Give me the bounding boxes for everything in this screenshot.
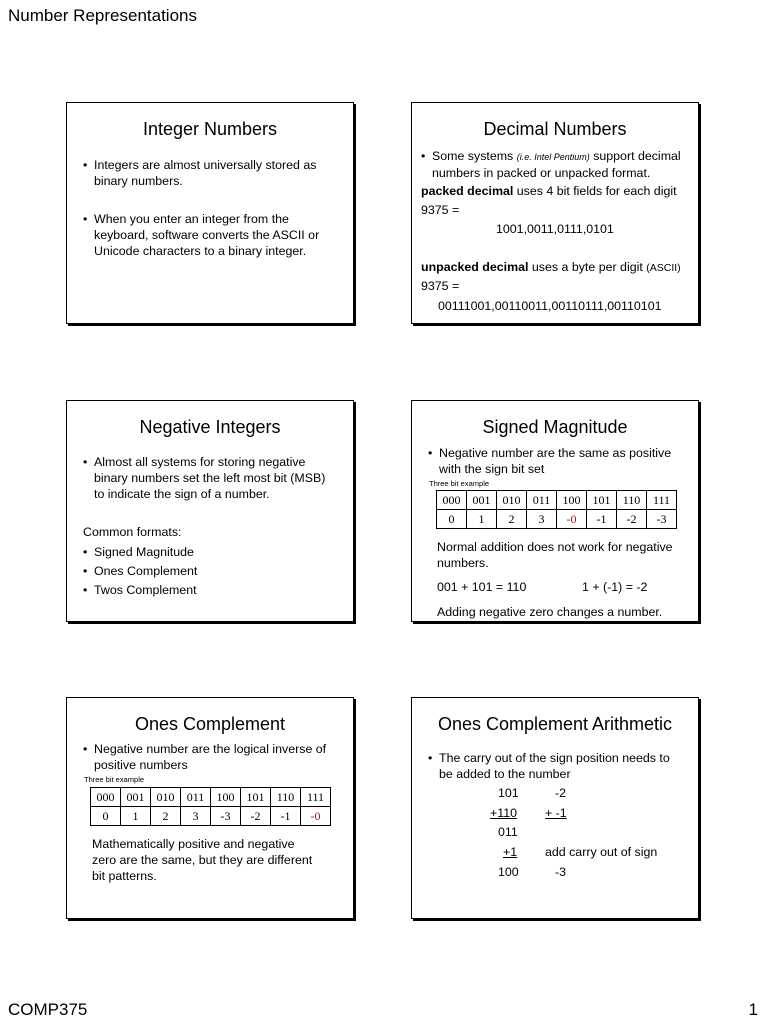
unpacked-eq: 9375 = [421, 279, 460, 293]
slide-negative-integers [66, 400, 354, 622]
bullet-item [83, 157, 316, 189]
bit-cell: 001 [467, 491, 497, 510]
slide-title: Signed Magnitude [482, 417, 628, 437]
slide-signed-magnitude [411, 400, 699, 622]
bit-cell: 010 [151, 788, 181, 807]
bullet-item [83, 454, 325, 502]
bullet-line: • The carry out of the sign position needs to [439, 751, 670, 765]
value-cell: -3 [211, 807, 241, 826]
value-cell: 1 [121, 807, 151, 826]
note [92, 836, 312, 884]
bit-cell: 101 [241, 788, 271, 807]
bullet-item [83, 741, 326, 773]
bullet-line: • Almost all systems for storing negative [94, 455, 306, 469]
text: Some systems [432, 149, 514, 163]
value-cell: -1 [271, 807, 301, 826]
note-line: bit patterns. [92, 869, 157, 883]
bullet-line: positive numbers [94, 758, 188, 772]
bit-cell: 000 [437, 491, 467, 510]
footer-page-number: 1 [748, 1000, 758, 1019]
arith-binary: 101 [498, 786, 519, 800]
bullet-line: keyboard, software converts the ASCII or [94, 228, 320, 242]
arith-binary: 100 [498, 865, 519, 879]
note-line: Normal addition does not work for negative [437, 540, 673, 554]
italic-note: (i.e. Intel Pentium) [516, 152, 590, 162]
packed-value: 1001,0011,0111,0101 [496, 222, 614, 236]
unpacked-value: 00111001,00110011,00110111,00110101 [438, 299, 662, 313]
formats-label: Common formats: [83, 525, 182, 539]
slide-decimal-numbers [411, 102, 699, 324]
bit-cell: 010 [497, 491, 527, 510]
bullet-line: binary numbers. [94, 174, 183, 188]
bit-cell: 100 [557, 491, 587, 510]
bit-cell: 011 [527, 491, 557, 510]
note-line: numbers. [437, 556, 489, 570]
bit-cell: 110 [617, 491, 647, 510]
note-line: zero are the same, but they are different [92, 853, 313, 867]
bullet-line: • When you enter an integer from the [94, 212, 289, 226]
bit-cell: 001 [121, 788, 151, 807]
bold-term: unpacked decimal [421, 260, 529, 274]
bullet-item [83, 211, 319, 259]
bullet-line: binary numbers set the left most bit (MSB) [94, 471, 326, 485]
value-cell: 3 [527, 510, 557, 529]
document-header: Number Representations [8, 6, 197, 25]
bit-cell: 111 [301, 788, 331, 807]
paren-note: (ASCII) [646, 262, 681, 274]
table-label: Three bit example [84, 775, 145, 784]
slide-title: Negative Integers [139, 417, 281, 437]
format-item: • Twos Complement [83, 582, 197, 598]
slide-title: Ones Complement Arithmetic [437, 714, 673, 734]
value-cell: -3 [647, 510, 677, 529]
bullet-line: • Integers are almost universally stored as [94, 158, 317, 172]
table-label: Three bit example [429, 479, 490, 488]
value-cell: 3 [181, 807, 211, 826]
text: uses a byte per digit [531, 260, 643, 274]
bullet-line: numbers in packed or unpacked format. [432, 166, 651, 180]
value-cell: -2 [617, 510, 647, 529]
bit-cell: 100 [211, 788, 241, 807]
bit-pattern-row [91, 788, 331, 807]
slide-title: Ones Complement [134, 714, 286, 734]
slide-ones-complement-arithmetic [411, 697, 699, 919]
value-cell: 2 [151, 807, 181, 826]
bit-cell: 111 [647, 491, 677, 510]
packed-line [421, 183, 677, 199]
text: support decimal [593, 149, 681, 163]
arith-note: add carry out of sign [545, 845, 658, 859]
slide-ones-complement [66, 697, 354, 919]
bullet-item [421, 148, 681, 181]
bullet-line: • Negative number are the logical inverse of [94, 742, 327, 756]
value-cell-negative-zero: -0 [301, 807, 331, 826]
bold-term: packed decimal [421, 184, 514, 198]
arith-binary: +1 [503, 845, 518, 859]
bullet-line: • Negative number are the same as positive [439, 446, 672, 460]
note-line: Mathematically positive and negative [92, 837, 295, 851]
bit-cell: 110 [271, 788, 301, 807]
bit-cell: 000 [91, 788, 121, 807]
bullet-line: to indicate the sign of a number. [94, 487, 270, 501]
bit-pattern-row [437, 491, 677, 510]
arith-binary: 011 [498, 825, 518, 839]
bit-table [436, 490, 677, 529]
value-cell: 2 [497, 510, 527, 529]
format-item: • Signed Magnitude [83, 544, 194, 560]
value-cell-negative-zero: -0 [557, 510, 587, 529]
bit-cell: 011 [181, 788, 211, 807]
text: uses 4 bit fields for each digit [516, 184, 677, 198]
value-cell: 0 [437, 510, 467, 529]
unpacked-line [421, 259, 681, 276]
value-row [91, 807, 331, 826]
note: Adding negative zero changes a number. [437, 605, 663, 619]
packed-eq: 9375 = [421, 203, 460, 217]
bullet-line: Unicode characters to a binary integer. [94, 244, 307, 258]
arith-decimal: + -1 [545, 806, 567, 820]
format-item: • Ones Complement [83, 563, 197, 579]
slide-title: Integer Numbers [142, 119, 278, 139]
footer-course: COMP375 [8, 1000, 88, 1019]
value-cell: -1 [587, 510, 617, 529]
bit-cell: 101 [587, 491, 617, 510]
bullet-line: be added to the number [439, 767, 571, 781]
arith-decimal: -3 [555, 865, 567, 879]
equation-decimal: 1 + (-1) = -2 [582, 580, 648, 594]
slide-title: Decimal Numbers [483, 119, 627, 139]
arith-binary: +110 [490, 806, 517, 820]
value-row [437, 510, 677, 529]
equation-binary: 001 + 101 = 110 [437, 580, 527, 594]
arith-decimal: -2 [555, 786, 567, 800]
bullet-item [428, 750, 670, 782]
bullet-line: with the sign bit set [439, 462, 545, 476]
value-cell: -2 [241, 807, 271, 826]
slide-integer-numbers [66, 102, 354, 324]
bullet-item [428, 445, 671, 477]
note [437, 539, 673, 571]
value-cell: 1 [467, 510, 497, 529]
bullet-line [432, 148, 681, 165]
bit-table [90, 787, 331, 826]
value-cell: 0 [91, 807, 121, 826]
